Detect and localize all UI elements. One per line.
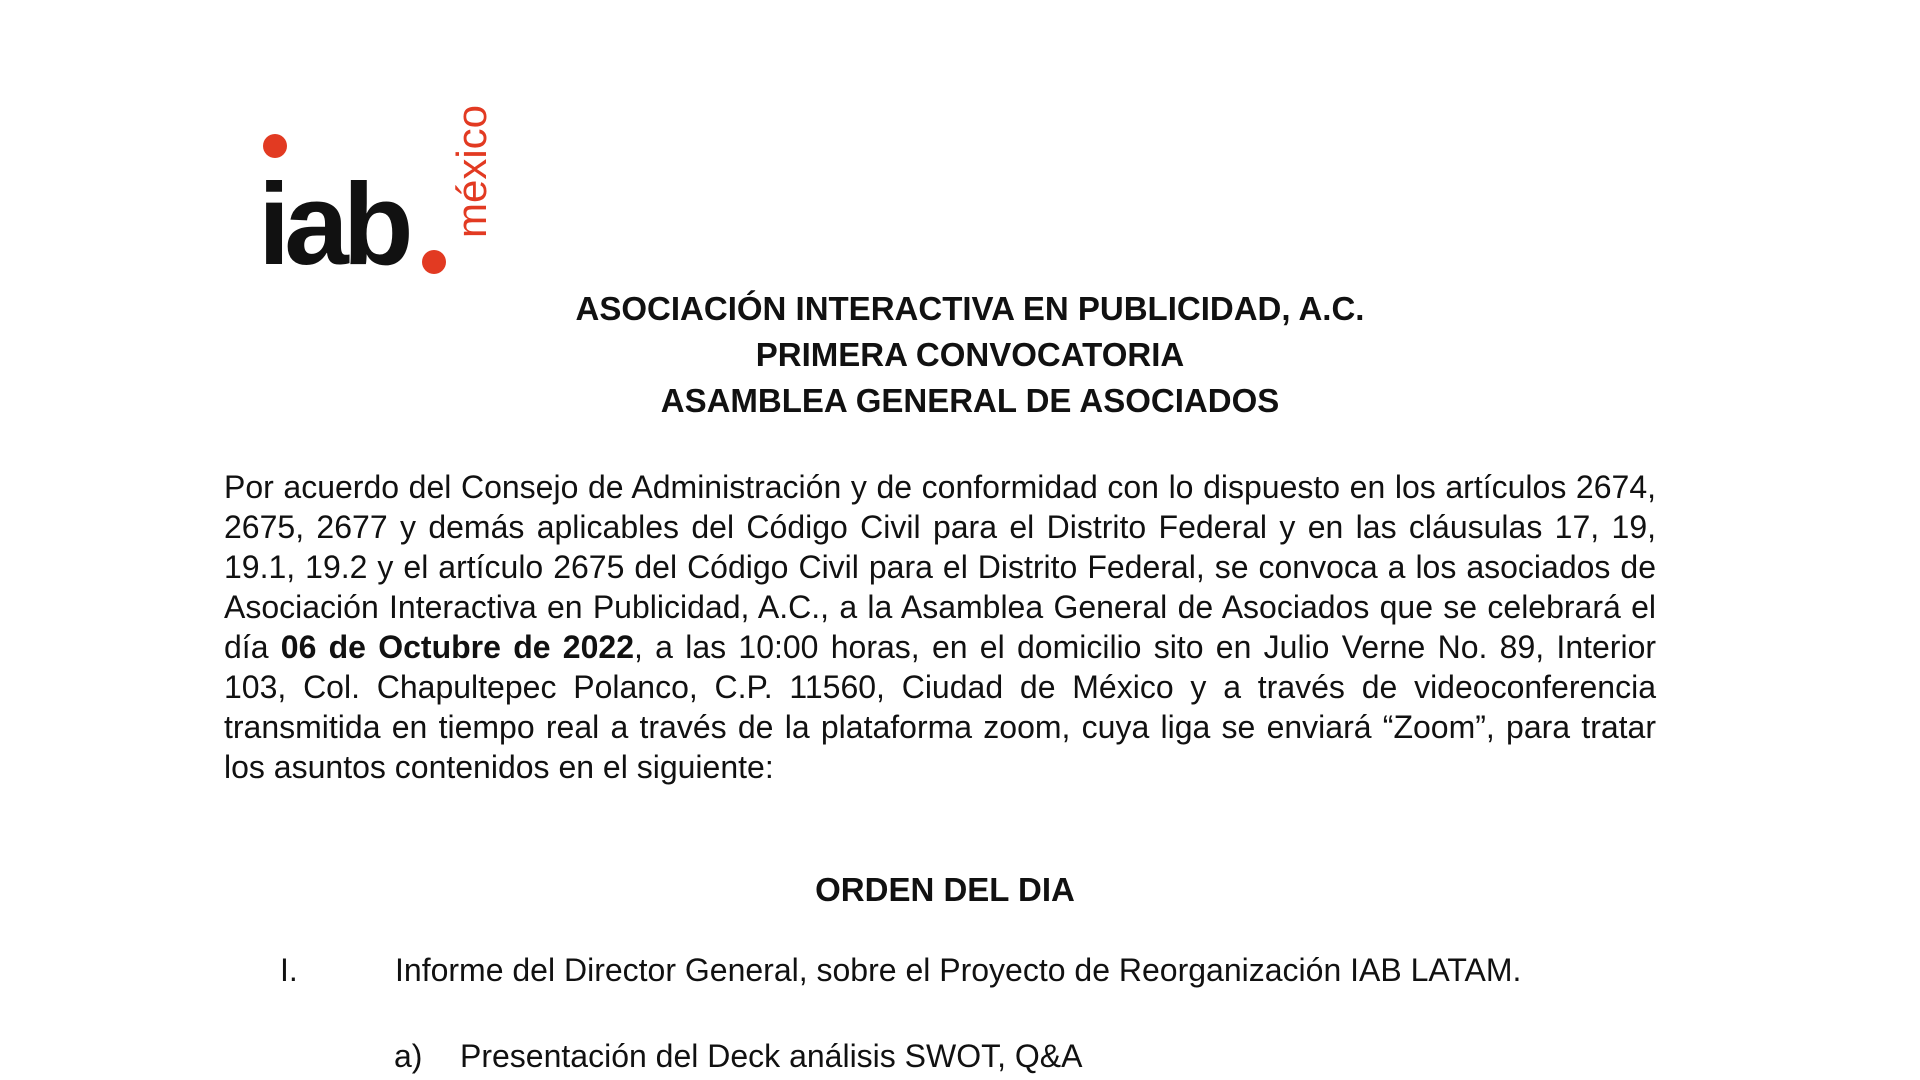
logo-tail-dot [422, 250, 446, 274]
paragraph-part-2: , a las 10:00 horas, en el domicilio sito en Julio Verne No. 89, Interior 103, Col. Chapultepec Polanco, C.P. 11560, Ciudad de México y a través de videoconferencia transmitida en tiempo real a través de la plataforma zoom, cuya liga se enviará “Zoom”, para tratar los asuntos contenidos en el siguiente: [224, 629, 1657, 785]
convocation-paragraph [224, 467, 1656, 787]
heading-organization: ASOCIACIÓN INTERACTIVA EN PUBLICIDAD, A.C. [575, 290, 1365, 327]
heading-call: PRIMERA CONVOCATORIA [755, 336, 1185, 373]
logo-i-dot [263, 134, 287, 158]
agenda-subitem-text: Presentación del Deck análisis SWOT, Q&A [460, 1038, 1083, 1074]
paragraph-part-1: Por acuerdo del Consejo de Administración y de conformidad con lo dispuesto en los artículos 2674, 2675, 2677 y demás aplicables del Código Civil para el Distrito Federal y en las cláusulas 17, 19, 19.1, 19.2 y el artículo 2675 del Código Civil para el Distrito Federal, se convoca a los asociados de Asociación Interactiva en Publicidad, A.C., a la Asamblea General de Asociados que se celebrará el día [224, 469, 1656, 665]
logo-country-label: méxico [448, 104, 495, 238]
iab-mexico-logo [258, 52, 495, 289]
document-heading [0, 286, 1920, 424]
agenda-item-number: I. [280, 952, 298, 988]
meeting-date: 06 de Octubre de 2022 [280, 629, 634, 665]
agenda-title: ORDEN DEL DIA [815, 871, 1075, 908]
heading-assembly: ASAMBLEA GENERAL DE ASOCIADOS [660, 382, 1280, 419]
agenda-subitem-letter: a) [394, 1038, 423, 1074]
logo-iab-wordmark: iab [258, 159, 408, 289]
agenda-item-text: Informe del Director General, sobre el Proyecto de Reorganización IAB LATAM. [395, 952, 1522, 988]
